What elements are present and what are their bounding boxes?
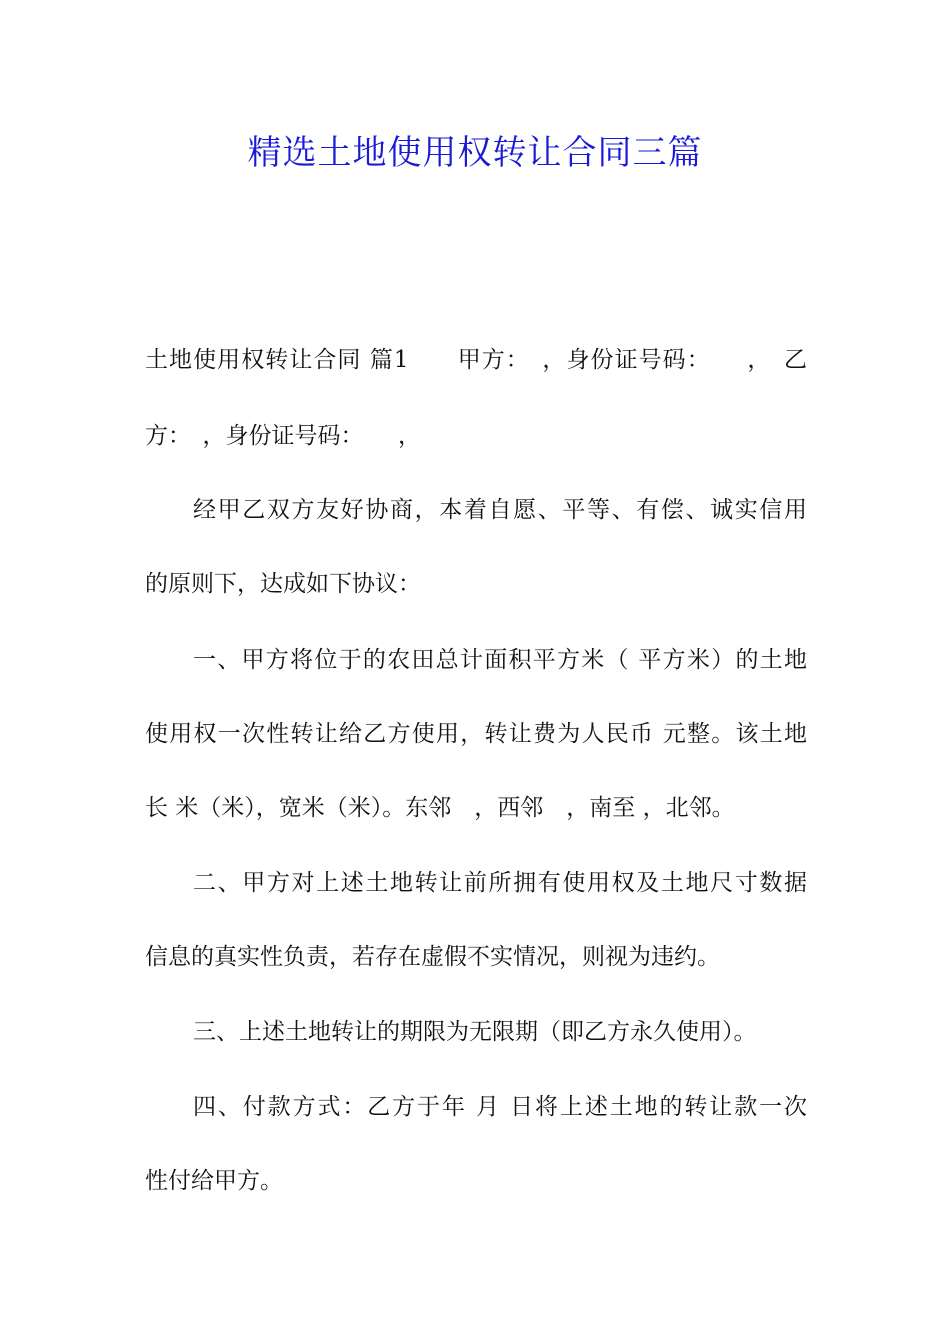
paragraph-line-8: 二、甲方对上述土地转让前所拥有使用权及土地尺寸数据 xyxy=(193,870,807,896)
paragraph-line-11: 四、付款方式：乙方于年 月 日将上述土地的转让款一次 xyxy=(193,1094,807,1120)
paragraph-line-1: 土地使用权转让合同 篇1 甲方： ，身份证号码： ， 乙 xyxy=(145,347,807,373)
paragraph-line-4: 的原则下，达成如下协议： xyxy=(145,571,421,597)
document-title: 精选土地使用权转让合同三篇 xyxy=(247,133,703,173)
paragraph-line-10: 三、上述土地转让的期限为无限期（即乙方永久使用）。 xyxy=(193,1019,757,1045)
paragraph-line-6: 使用权一次性转让给乙方使用，转让费为人民币 元整。该土地 xyxy=(145,721,807,747)
paragraph-line-7: 长 米（米），宽米（米）。东邻 ，西邻 ，南至 ，北邻。 xyxy=(145,795,735,821)
paragraph-line-12: 性付给甲方。 xyxy=(145,1168,283,1194)
paragraph-line-2: 方： ，身份证号码： ， xyxy=(145,423,421,449)
paragraph-line-5: 一、甲方将位于的农田总计面积平方米（ 平方米）的土地 xyxy=(193,647,807,673)
paragraph-line-3: 经甲乙双方友好协商，本着自愿、平等、有偿、诚实信用 xyxy=(193,497,807,523)
paragraph-line-9: 信息的真实性负责，若存在虚假不实情况，则视为违约。 xyxy=(145,944,720,970)
